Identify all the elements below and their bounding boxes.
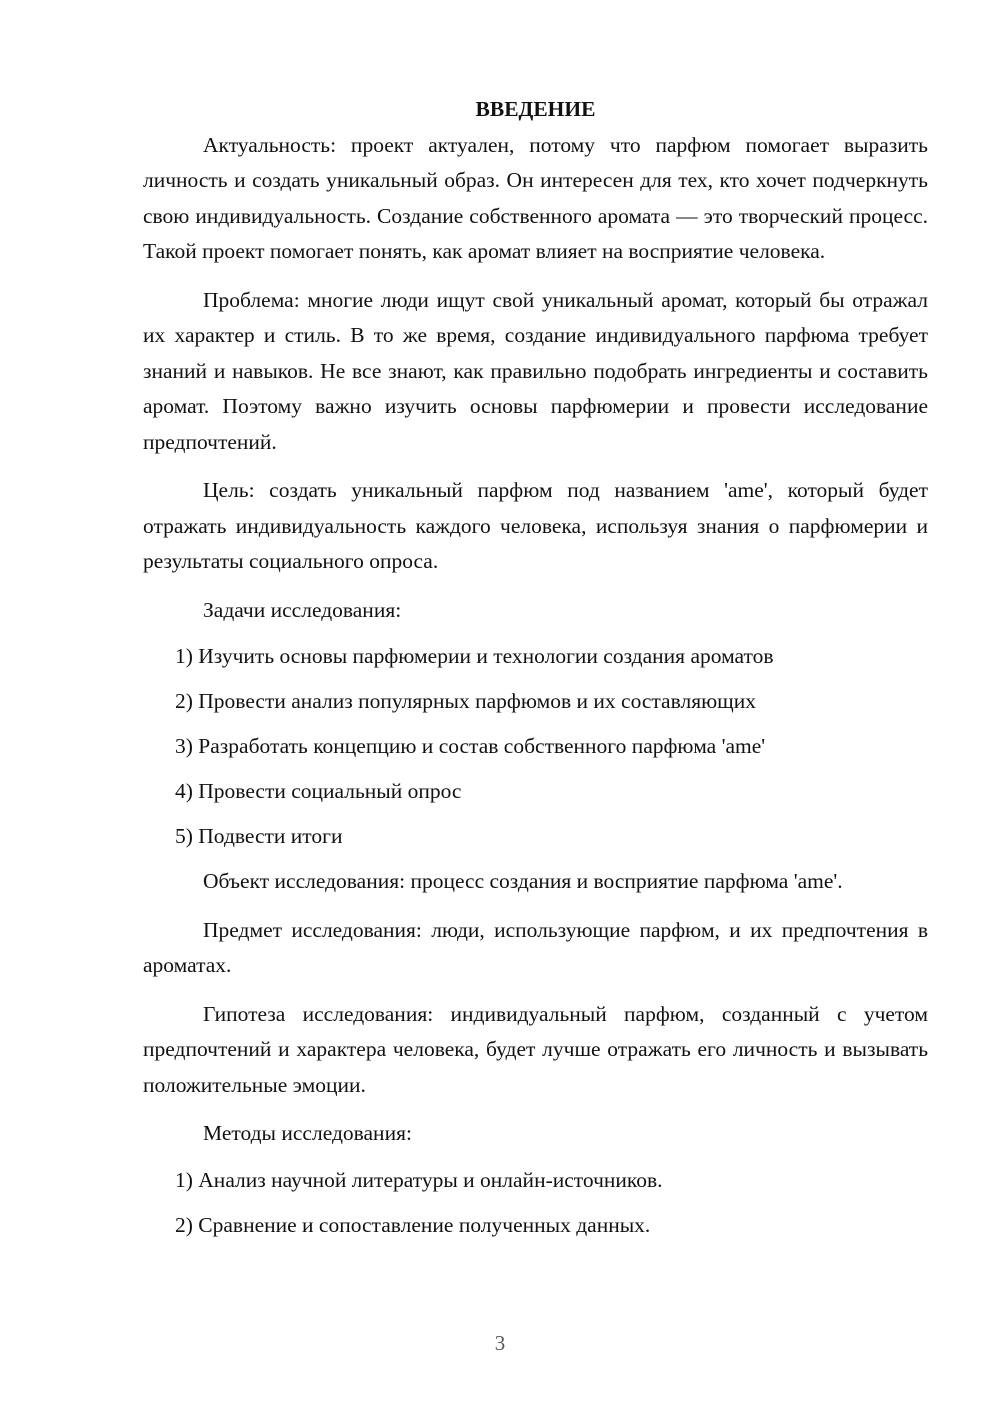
goal-paragraph: Цель: создать уникальный парфюм под названием 'ame', который будет отражать индивидуальность каждого человека, используя знания о парфюмерии и результаты социального опроса. <box>143 478 928 573</box>
problem-paragraph: Проблема: многие люди ищут свой уникальный аромат, который бы отражал их характер и стиль. В то же время, создание индивидуального парфюма требует знаний и навыков. Не все знают, как правильно подобрать ингредиенты и составить аромат. Поэтому важно изучить основы парфюмерии и провести исследование предпочтений. <box>143 287 928 454</box>
page-title: ВВЕДЕНИЕ <box>475 97 596 121</box>
methods-heading: Методы исследования: <box>203 1121 412 1145</box>
hypothesis-paragraph: Гипотеза исследования: индивидуальный парфюм, созданный с учетом предпочтений и характера человека, будет лучше отражать его личность и вызывать положительные эмоции. <box>143 1001 928 1097</box>
list-item: 5) Подвести итоги <box>175 824 343 848</box>
document-page <box>143 92 928 1253</box>
list-item: 1) Анализ научной литературы и онлайн-источников. <box>175 1167 663 1192</box>
subject-paragraph: Предмет исследования: люди, использующие парфюм, и их предпочтения в ароматах. <box>143 917 928 977</box>
list-item: 4) Провести социальный опрос <box>175 779 462 803</box>
list-item: 3) Разработать концепцию и состав собственного парфюма 'ame' <box>175 734 766 758</box>
methods-list <box>143 1163 928 1243</box>
tasks-list <box>143 639 928 854</box>
list-item: 2) Сравнение и сопоставление полученных данных. <box>175 1212 651 1237</box>
object-paragraph: Объект исследования: процесс создания и восприятие парфюма 'ame'. <box>203 869 843 893</box>
list-item: 1) Изучить основы парфюмерии и технологии создания ароматов <box>175 644 774 668</box>
relevance-paragraph: Актуальность: проект актуален, потому что парфюм помогает выразить личность и создать уникальный образ. Он интересен для тех, кто хочет подчеркнуть свою индивидуальность. Создание собственного аромата — это творческий процесс. Такой проект помогает понять, как аромат влияет на восприятие человека. <box>143 132 928 263</box>
page-number: 3 <box>494 1331 506 1355</box>
list-item: 2) Провести анализ популярных парфюмов и их составляющих <box>175 689 756 713</box>
tasks-heading: Задачи исследования: <box>203 597 402 622</box>
